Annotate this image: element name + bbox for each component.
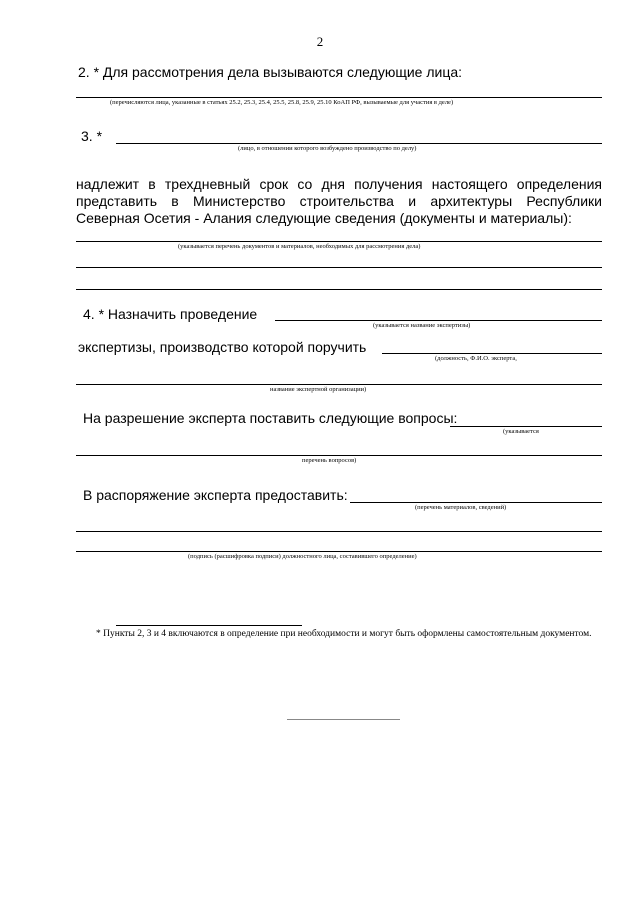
item2-heading: 2. * Для рассмотрения дела вызываются следующие лица:	[78, 64, 463, 80]
signature-line	[76, 551, 602, 552]
documents-line-3	[76, 289, 602, 290]
expert-org-caption: название экспертной организации)	[270, 386, 367, 393]
footnote-text: * Пункты 2, 3 и 4 включаются в определение при необходимости и могут быть оформлены самостоятельным документом.	[96, 629, 592, 639]
item3-label: 3. *	[81, 128, 103, 144]
expert-text: экспертизы, производство которой поручить	[78, 339, 367, 355]
footnote-separator	[116, 625, 302, 626]
questions-line-1	[450, 426, 602, 427]
item3-caption: (лицо, в отношении которого возбуждено производство по делу)	[238, 145, 417, 152]
expert-line	[382, 353, 602, 354]
bottom-divider	[287, 719, 400, 720]
page-number: 2	[316, 34, 324, 49]
questions-caption-2: перечень вопросов)	[302, 457, 357, 464]
provide-caption: (перечень материалов, сведений)	[415, 504, 507, 511]
expertise-name-line	[275, 320, 602, 321]
expertise-name-caption: (указывается название экспертизы)	[373, 322, 471, 329]
provide-text: В распоряжение эксперта предоставить:	[83, 487, 348, 503]
questions-text: На разрешение эксперта поставить следующие вопросы:	[83, 410, 458, 426]
questions-line-2	[76, 455, 602, 456]
item2-caption: (перечисляются лица, указанные в статьях 25.2, 25.3, 25.4, 25.5, 25.8, 25.9, 25.10 КоАП РФ, вызываемые для участия в деле)	[110, 99, 454, 106]
item2-line	[76, 97, 602, 98]
instruction-paragraph: надлежит в трехдневный срок со дня получения настоящего определения представить в Министерство строительства и архитектуры Республики Северная Осетия - Алания следующие сведения (документы и материалы):	[76, 176, 602, 226]
questions-caption-1: (указывается	[503, 428, 539, 435]
signature-caption: (подпись (расшифровка подписи) должностного лица, составившего определение)	[188, 553, 417, 560]
provide-line-1	[350, 502, 602, 503]
documents-line-1	[76, 241, 602, 242]
item4-label: 4. * Назначить проведение	[83, 306, 258, 322]
expert-org-line	[76, 384, 602, 385]
item3-line	[116, 143, 602, 144]
documents-line-2	[76, 267, 602, 268]
provide-line-2	[76, 531, 602, 532]
documents-caption: (указывается перечень документов и материалов, необходимых для рассмотрения дела)	[178, 243, 421, 250]
expert-caption: (должность, Ф.И.О. эксперта,	[435, 355, 517, 362]
